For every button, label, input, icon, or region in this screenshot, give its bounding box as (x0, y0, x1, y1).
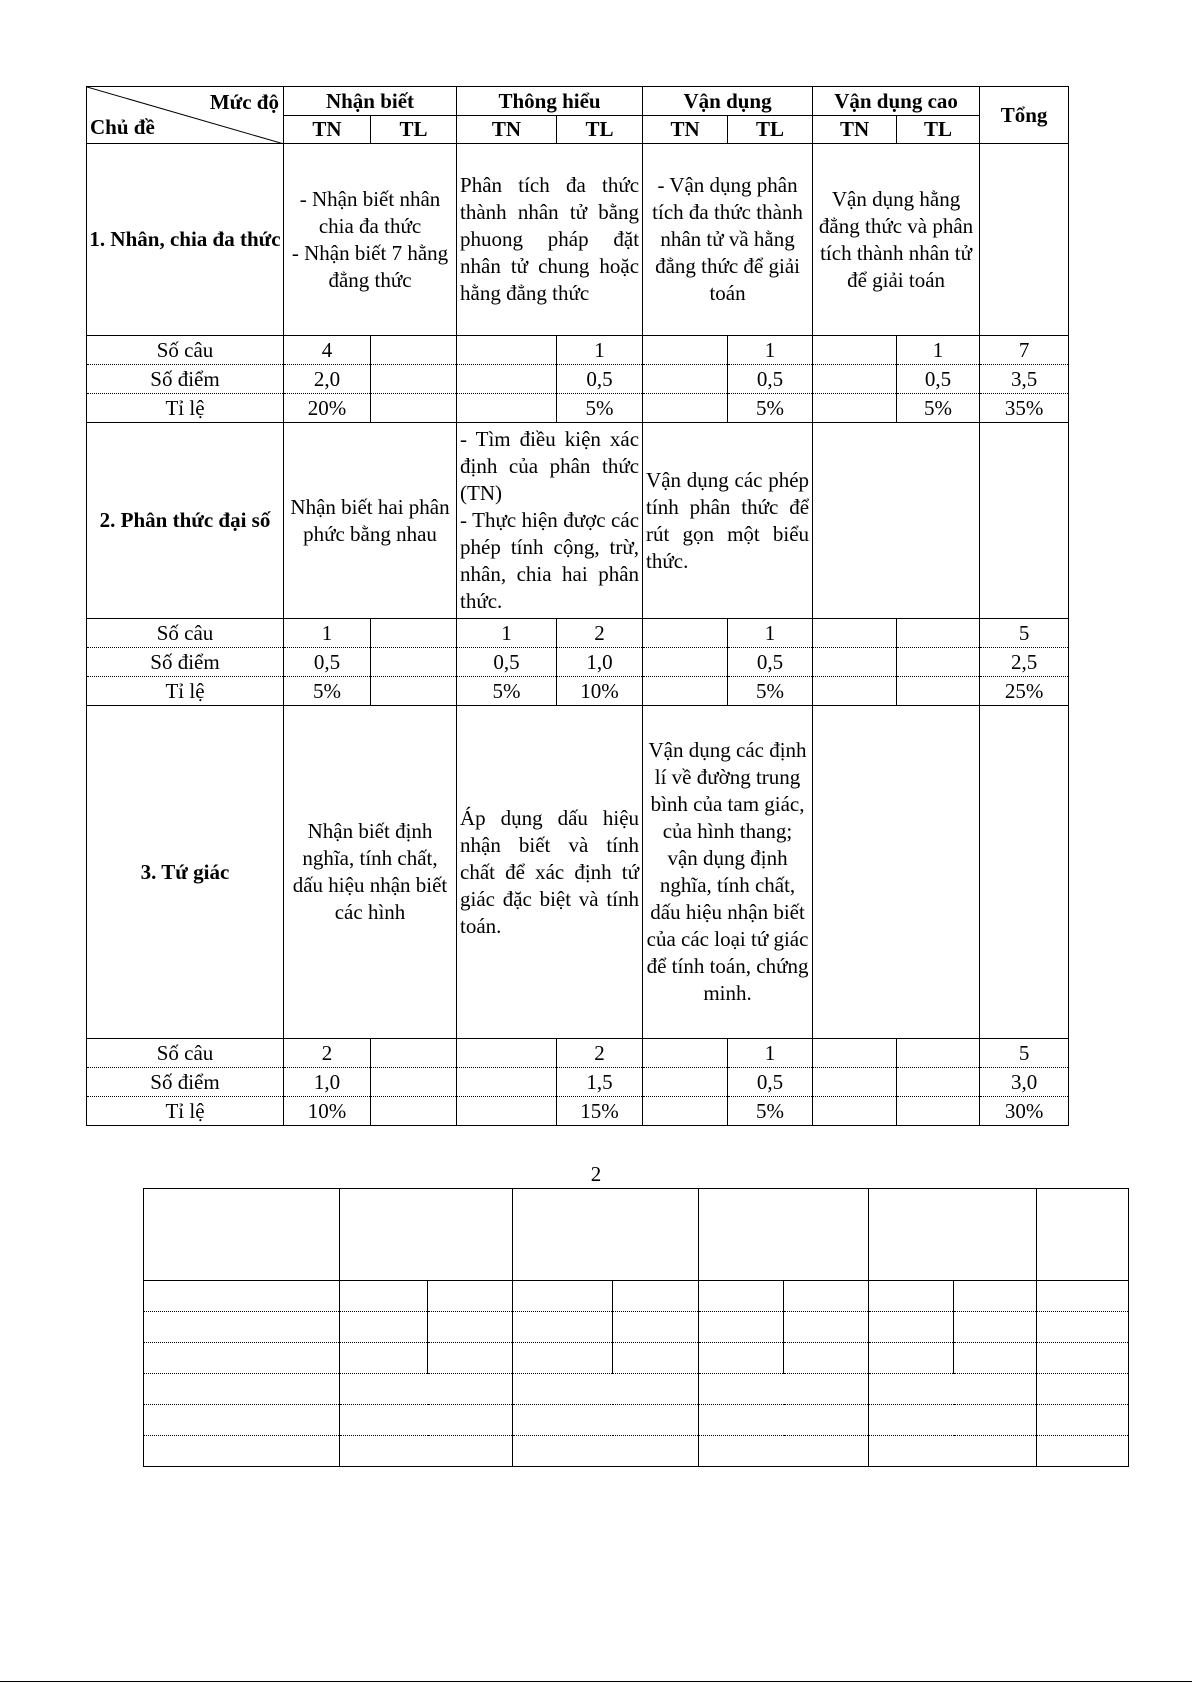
empty-cell (340, 1189, 513, 1281)
empty-cell (513, 1436, 699, 1467)
total-cell: 3,0 (980, 1068, 1069, 1097)
cell (643, 619, 728, 648)
van-dung-description: Vận dụng các phép tính phân thức để rút gọn một biểu thức. (643, 423, 813, 619)
cell (371, 365, 457, 394)
total-description-cell (980, 144, 1069, 336)
cell: 0,5 (557, 365, 643, 394)
empty-cell (513, 1374, 699, 1405)
cell: 5% (457, 677, 557, 706)
empty-cell (699, 1405, 869, 1436)
cell (457, 336, 557, 365)
empty-cell (869, 1343, 954, 1374)
cell (643, 1039, 728, 1068)
cell (897, 1068, 980, 1097)
level-van-dung: Vận dụng (643, 87, 813, 116)
empty-cell (144, 1405, 340, 1436)
cell: 2 (557, 1039, 643, 1068)
cell (643, 648, 728, 677)
cell: 5% (557, 394, 643, 423)
van-dung-cao-description: Vận dụng hằng đẳng thức và phân tích thành nhân tử để giải toán (813, 144, 980, 336)
empty-cell (699, 1343, 784, 1374)
van-dung-cao-description (813, 706, 980, 1039)
topic-name: 1. Nhân, chia đa thức (87, 144, 284, 336)
cell (371, 1097, 457, 1126)
cell (897, 677, 980, 706)
tl-header: TL (371, 116, 457, 144)
cell: 2 (284, 1039, 371, 1068)
nhan-biet-description: Nhận biết hai phân phức bằng nhau (284, 423, 457, 619)
cell: 5% (728, 1097, 813, 1126)
van-dung-cao-description (813, 423, 980, 619)
empty-cell (869, 1374, 1037, 1405)
row-label: Số điểm (87, 648, 284, 677)
topic-name: 3. Tứ giác (87, 706, 284, 1039)
row-label: Số điểm (87, 365, 284, 394)
empty-cell (869, 1312, 954, 1343)
empty-cell (869, 1436, 1037, 1467)
empty-cell (340, 1281, 428, 1312)
cell (897, 1097, 980, 1126)
row-label: Số điểm (87, 1068, 284, 1097)
page-number: 2 (590, 1162, 602, 1186)
empty-cell (428, 1281, 513, 1312)
empty-cell (1037, 1436, 1129, 1467)
cell (371, 336, 457, 365)
van-dung-description: - Vận dụng phân tích đa thức thành nhân tử vầ hằng đẳng thức để giải toán (643, 144, 813, 336)
empty-cell (340, 1436, 513, 1467)
cell: 5% (897, 394, 980, 423)
cell (643, 677, 728, 706)
empty-cell (784, 1312, 869, 1343)
cell (813, 336, 897, 365)
level-van-dung-cao: Vận dụng cao (813, 87, 980, 116)
empty-cell (613, 1312, 699, 1343)
cell (813, 394, 897, 423)
stat-row (87, 1068, 1069, 1097)
empty-cell (613, 1281, 699, 1312)
cell (371, 394, 457, 423)
empty-cell (144, 1189, 340, 1281)
cell (457, 365, 557, 394)
cell (897, 648, 980, 677)
stat-row (87, 1039, 1069, 1068)
empty-cell (340, 1374, 513, 1405)
cell (371, 1039, 457, 1068)
empty-cell (1037, 1374, 1129, 1405)
total-cell: 2,5 (980, 648, 1069, 677)
cell (457, 1068, 557, 1097)
cell: 0,5 (897, 365, 980, 394)
header-corner-cell (87, 87, 284, 144)
tn-header: TN (284, 116, 371, 144)
empty-cell (699, 1189, 869, 1281)
nhan-biet-description: Nhận biết định nghĩa, tính chất, dấu hiệu nhận biết các hình (284, 706, 457, 1039)
cell: 1,0 (557, 648, 643, 677)
tn-header: TN (643, 116, 728, 144)
cell: 4 (284, 336, 371, 365)
empty-cell (613, 1343, 699, 1374)
empty-cell (954, 1343, 1037, 1374)
cell (371, 619, 457, 648)
cell (457, 394, 557, 423)
empty-cell (954, 1312, 1037, 1343)
total-cell: 5 (980, 1039, 1069, 1068)
cell (813, 365, 897, 394)
cell: 2 (557, 619, 643, 648)
row-label: Số câu (87, 1039, 284, 1068)
empty-cell (1037, 1189, 1129, 1281)
cell: 1 (728, 336, 813, 365)
nhan-biet-description: - Nhận biết nhân chia đa thức - Nhận biết 7 hằng đẳng thức (284, 144, 457, 336)
empty-cell (340, 1343, 428, 1374)
stat-row (87, 1097, 1069, 1126)
empty-cell (784, 1343, 869, 1374)
row-label: Tỉ lệ (87, 677, 284, 706)
empty-cell (699, 1436, 869, 1467)
cell: 1 (728, 619, 813, 648)
cell (813, 677, 897, 706)
thong-hieu-description: - Tìm điều kiện xác định của phân thức (TN) - Thực hiện được các phép tính cộng, trừ, nhân, chia hai phân thức. (457, 423, 643, 619)
cell (457, 1039, 557, 1068)
level-nhan-biet: Nhận biết (284, 87, 457, 116)
cell (457, 1097, 557, 1126)
empty-cell (513, 1281, 613, 1312)
cell (813, 648, 897, 677)
stat-row (87, 677, 1069, 706)
empty-cell (144, 1343, 340, 1374)
footer-divider (0, 1681, 1192, 1682)
cell: 1 (284, 619, 371, 648)
total-description-cell (980, 706, 1069, 1039)
empty-cell (144, 1436, 340, 1467)
total-cell: 7 (980, 336, 1069, 365)
cell: 0,5 (728, 365, 813, 394)
empty-cell (1037, 1312, 1129, 1343)
empty-cell (144, 1281, 340, 1312)
total-cell: 3,5 (980, 365, 1069, 394)
empty-cell (869, 1405, 1037, 1436)
stat-row (87, 336, 1069, 365)
cell (897, 619, 980, 648)
chu-de-label: Chủ đề (90, 115, 155, 139)
empty-cell (1037, 1281, 1129, 1312)
cell (643, 394, 728, 423)
tl-header: TL (557, 116, 643, 144)
total-cell: 25% (980, 677, 1069, 706)
empty-cell (1037, 1405, 1129, 1436)
stat-row (87, 365, 1069, 394)
total-cell: 35% (980, 394, 1069, 423)
topic-name: 2. Phân thức đại số (87, 423, 284, 619)
tl-header: TL (897, 116, 980, 144)
stat-row (87, 648, 1069, 677)
cell: 1 (457, 619, 557, 648)
total-cell: 5 (980, 619, 1069, 648)
empty-table (143, 1188, 1129, 1467)
cell: 0,5 (728, 648, 813, 677)
empty-cell (784, 1281, 869, 1312)
exam-matrix-table (86, 86, 1069, 1126)
cell: 20% (284, 394, 371, 423)
cell (813, 1068, 897, 1097)
empty-cell (954, 1281, 1037, 1312)
muc-do-label: Mức độ (209, 90, 279, 114)
cell: 0,5 (457, 648, 557, 677)
cell: 10% (557, 677, 643, 706)
cell (643, 336, 728, 365)
empty-cell (699, 1312, 784, 1343)
cell: 10% (284, 1097, 371, 1126)
row-label: Tỉ lệ (87, 394, 284, 423)
cell (897, 1039, 980, 1068)
cell: 1 (897, 336, 980, 365)
stat-row (87, 619, 1069, 648)
cell (371, 1068, 457, 1097)
row-label: Số câu (87, 336, 284, 365)
van-dung-description: Vận dụng các định lí về đường trung bình của tam giác, của hình thang; vận dụng định nghĩa, tính chất, dấu hiệu nhận biết của các loại tứ giác để tính toán, chứng minh. (643, 706, 813, 1039)
empty-cell (428, 1343, 513, 1374)
empty-cell (340, 1405, 513, 1436)
empty-cell (699, 1374, 869, 1405)
cell: 1 (728, 1039, 813, 1068)
empty-cell (513, 1405, 699, 1436)
cell (371, 677, 457, 706)
tl-header: TL (728, 116, 813, 144)
cell (643, 1097, 728, 1126)
tn-header: TN (457, 116, 557, 144)
cell: 1,5 (557, 1068, 643, 1097)
cell: 0,5 (284, 648, 371, 677)
stat-row (87, 394, 1069, 423)
thong-hieu-description: Áp dụng dấu hiệu nhận biết và tính chất để xác định tứ giác đặc biệt và tính toán. (457, 706, 643, 1039)
cell (813, 619, 897, 648)
level-thong-hieu: Thông hiểu (457, 87, 643, 116)
cell: 1 (557, 336, 643, 365)
cell (813, 1039, 897, 1068)
empty-cell (699, 1281, 784, 1312)
empty-cell (513, 1312, 613, 1343)
cell (643, 1068, 728, 1097)
total-description-cell (980, 423, 1069, 619)
row-label: Tỉ lệ (87, 1097, 284, 1126)
empty-cell (513, 1189, 699, 1281)
cell: 15% (557, 1097, 643, 1126)
cell: 2,0 (284, 365, 371, 394)
empty-cell (144, 1312, 340, 1343)
empty-cell (513, 1343, 613, 1374)
empty-cell (869, 1281, 954, 1312)
cell (371, 648, 457, 677)
cell: 5% (728, 677, 813, 706)
cell: 0,5 (728, 1068, 813, 1097)
empty-cell (340, 1312, 428, 1343)
empty-cell (1037, 1343, 1129, 1374)
total-header: Tổng (980, 87, 1069, 144)
empty-cell (428, 1312, 513, 1343)
cell (643, 365, 728, 394)
cell: 1,0 (284, 1068, 371, 1097)
total-cell: 30% (980, 1097, 1069, 1126)
row-label: Số câu (87, 619, 284, 648)
thong-hieu-description: Phân tích đa thức thành nhân tử bằng phuong pháp đặt nhân tử chung hoặc hằng đẳng thức (457, 144, 643, 336)
cell: 5% (284, 677, 371, 706)
cell (813, 1097, 897, 1126)
cell: 5% (728, 394, 813, 423)
tn-header: TN (813, 116, 897, 144)
empty-cell (869, 1189, 1037, 1281)
empty-cell (144, 1374, 340, 1405)
